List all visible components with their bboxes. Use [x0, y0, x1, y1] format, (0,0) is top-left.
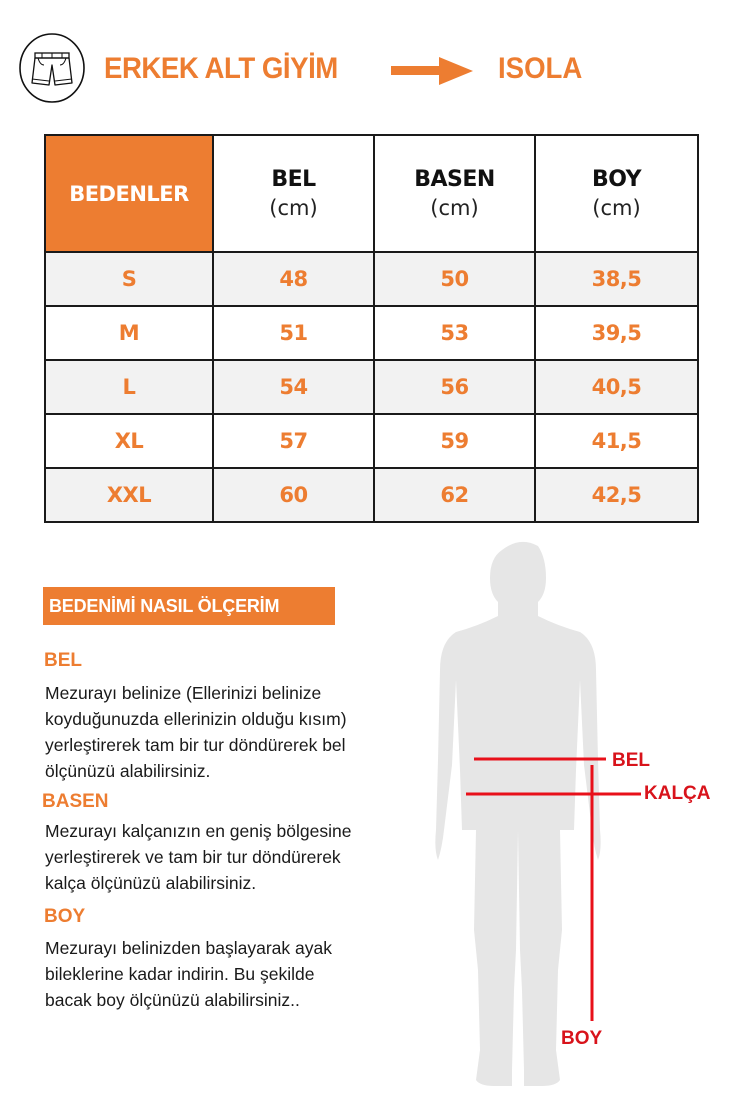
basen-cell: 59	[374, 414, 535, 468]
size-cell: L	[45, 360, 213, 414]
basen-cell: 62	[374, 468, 535, 522]
section-title-bel: BEL	[44, 650, 82, 671]
basen-cell: 56	[374, 360, 535, 414]
text-line: bacak boy ölçünüzü alabilirsiniz..	[45, 990, 300, 1010]
bel-cell: 48	[213, 252, 374, 306]
boy-cell: 40,5	[535, 360, 698, 414]
text-line: Mezurayı kalçanızın en geniş bölgesine	[45, 821, 352, 841]
size-chart-table	[44, 134, 699, 523]
column-unit: (cm)	[592, 196, 641, 220]
text-line: Mezurayı belinizden başlayarak ayak	[45, 938, 332, 958]
column-header-basen	[374, 135, 535, 252]
column-label: BOY	[591, 167, 642, 192]
table-header-row	[45, 135, 698, 252]
bel-cell: 60	[213, 468, 374, 522]
table-row	[45, 252, 698, 306]
size-cell: XXL	[45, 468, 213, 522]
sizes-header: BEDENLER	[45, 135, 213, 252]
text-line: bileklerine kadar indirin. Bu şekilde	[45, 964, 315, 984]
waist-label: BEL	[612, 750, 650, 771]
column-unit: (cm)	[269, 196, 318, 220]
text-line: ölçünüzü alabilirsiniz.	[45, 761, 211, 781]
section-body-boy	[45, 935, 435, 1013]
boy-cell: 41,5	[535, 414, 698, 468]
section-title-basen: BASEN	[42, 791, 109, 812]
column-header-boy	[535, 135, 698, 252]
bel-cell: 51	[213, 306, 374, 360]
table-row	[45, 306, 698, 360]
section-body-basen	[45, 818, 435, 896]
how-to-measure-badge: BEDENİMİ NASIL ÖLÇERİM	[43, 587, 335, 625]
shorts-icon	[18, 32, 86, 104]
column-label: BASEN	[414, 167, 495, 192]
table-row	[45, 468, 698, 522]
text-line: yerleştirerek tam bir tur döndürerek bel	[45, 735, 346, 755]
length-label: BOY	[561, 1028, 603, 1049]
size-cell: M	[45, 306, 213, 360]
size-cell: S	[45, 252, 213, 306]
column-label: BEL	[271, 167, 316, 192]
hip-label: KALÇA	[644, 783, 711, 804]
measurement-figure	[420, 530, 740, 1110]
brand-name: ISOLA	[498, 52, 583, 85]
bel-cell: 57	[213, 414, 374, 468]
text-line: kalça ölçünüzü alabilirsiniz.	[45, 873, 257, 893]
section-title-boy: BOY	[44, 906, 86, 927]
boy-cell: 42,5	[535, 468, 698, 522]
table-row	[45, 360, 698, 414]
text-line: yerleştirerek ve tam bir tur döndürerek	[45, 847, 341, 867]
bel-cell: 54	[213, 360, 374, 414]
text-line: koyduğunuzda ellerinizin olduğu kısım)	[45, 709, 347, 729]
section-body-bel	[45, 680, 435, 784]
boy-cell: 38,5	[535, 252, 698, 306]
boy-cell: 39,5	[535, 306, 698, 360]
table-row	[45, 414, 698, 468]
size-cell: XL	[45, 414, 213, 468]
column-header-bel	[213, 135, 374, 252]
arrow-right-icon	[391, 56, 473, 86]
category-title: ERKEK ALT GİYİM	[104, 52, 338, 85]
text-line: Mezurayı belinize (Ellerinizi belinize	[45, 683, 322, 703]
basen-cell: 50	[374, 252, 535, 306]
body-silhouette-icon	[420, 530, 740, 1110]
header	[0, 0, 740, 130]
column-unit: (cm)	[430, 196, 479, 220]
basen-cell: 53	[374, 306, 535, 360]
